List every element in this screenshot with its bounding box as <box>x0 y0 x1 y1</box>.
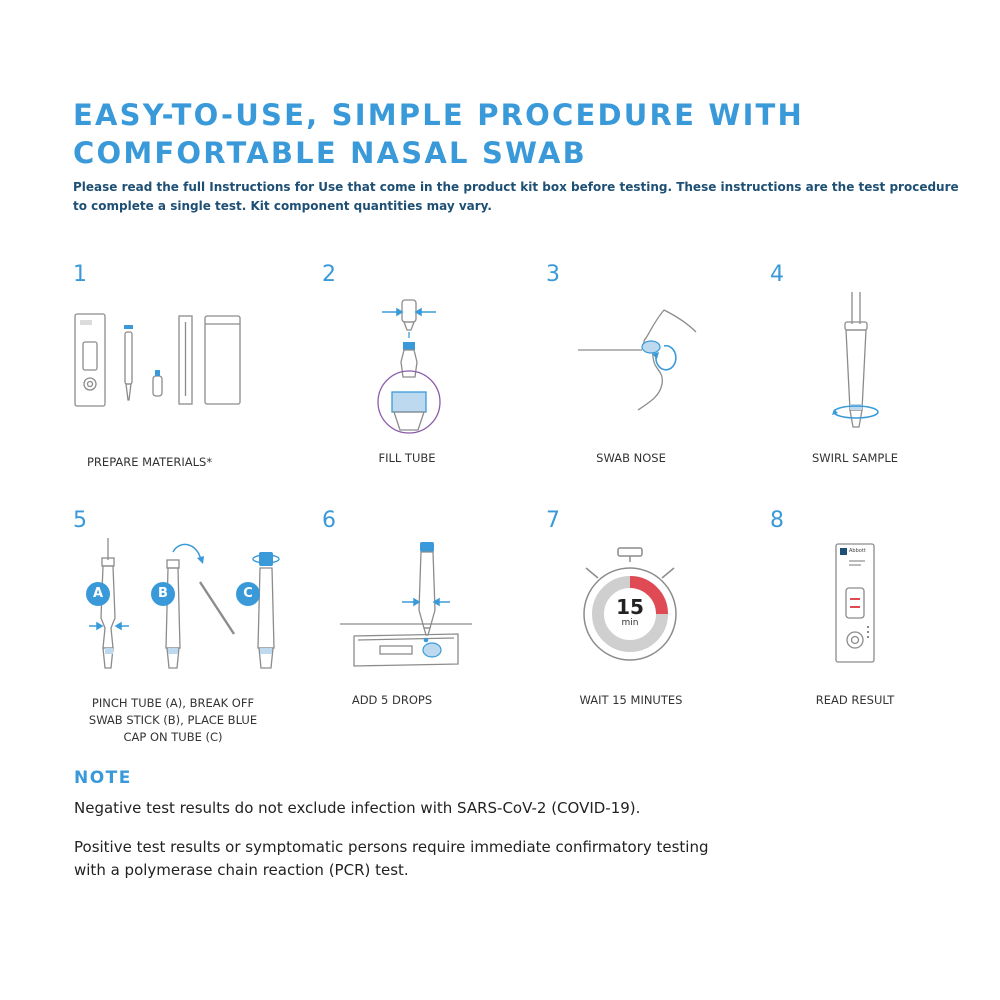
marker-c <box>236 582 260 606</box>
swirl-sample-illustration <box>770 292 910 442</box>
page-title <box>73 96 804 172</box>
step-1 <box>73 262 263 492</box>
step-3 <box>546 262 736 492</box>
step-number: 2 <box>322 262 336 287</box>
step-caption: WAIT 15 MINUTES <box>579 693 683 707</box>
step-7 <box>546 508 736 738</box>
step-number: 3 <box>546 262 560 287</box>
step-5 <box>73 508 293 758</box>
title-line-2: COMFORTABLE NASAL SWAB <box>73 136 587 170</box>
step-caption: READ RESULT <box>815 693 895 707</box>
note-paragraph-2 <box>74 836 774 882</box>
marker-label: A <box>92 586 104 601</box>
title-line-1: EASY-TO-USE, SIMPLE PROCEDURE WITH <box>73 98 805 132</box>
step-caption: SWAB NOSE <box>596 451 666 465</box>
step-4 <box>770 262 960 492</box>
fill-tube-illustration <box>322 292 462 442</box>
note-paragraph-2-line-1: Positive test results or symptomatic persons require immediate confirmatory testing <box>74 838 709 856</box>
prepare-materials-illustration <box>73 292 253 412</box>
marker-label: C <box>243 586 253 601</box>
step-caption: SWIRL SAMPLE <box>811 451 899 465</box>
step-8 <box>770 508 960 738</box>
step-2 <box>322 262 512 492</box>
step-number: 7 <box>546 508 560 533</box>
timer-value: 15 <box>616 595 644 619</box>
card-brand: Abbott <box>849 548 866 554</box>
step-number: 4 <box>770 262 784 287</box>
marker-label: B <box>158 586 168 601</box>
intro-text: Please read the full Instructions for Use that come in the product kit box before testing. These instructions are the test procedure to complete a single test. Kit component quantities may vary. <box>73 180 959 213</box>
step-6 <box>322 508 512 738</box>
step-number: 8 <box>770 508 784 533</box>
step-caption: PINCH TUBE (A), BREAK OFF SWAB STICK (B), PLACE BLUE CAP ON TUBE (C) <box>88 696 258 744</box>
step-number: 1 <box>73 262 87 287</box>
note-heading: NOTE <box>74 768 132 788</box>
marker-b <box>151 582 175 606</box>
step-number: 5 <box>73 508 87 533</box>
step-caption: PREPARE MATERIALS* <box>87 455 213 469</box>
step-caption: ADD 5 DROPS <box>351 693 433 707</box>
add-drops-illustration <box>322 538 482 668</box>
test-card-illustration <box>770 538 930 678</box>
timer-unit: min <box>621 618 639 628</box>
note-paragraph-2-line-2: with a polymerase chain reaction (PCR) test. <box>74 861 409 879</box>
swab-nose-illustration <box>546 292 706 422</box>
step-number: 6 <box>322 508 336 533</box>
step-caption: FILL TUBE <box>378 451 436 465</box>
note-paragraph-1: Negative test results do not exclude infection with SARS-CoV-2 (COVID-19). <box>74 799 641 817</box>
pinch-break-cap-illustration <box>73 538 288 678</box>
marker-a <box>86 582 110 606</box>
